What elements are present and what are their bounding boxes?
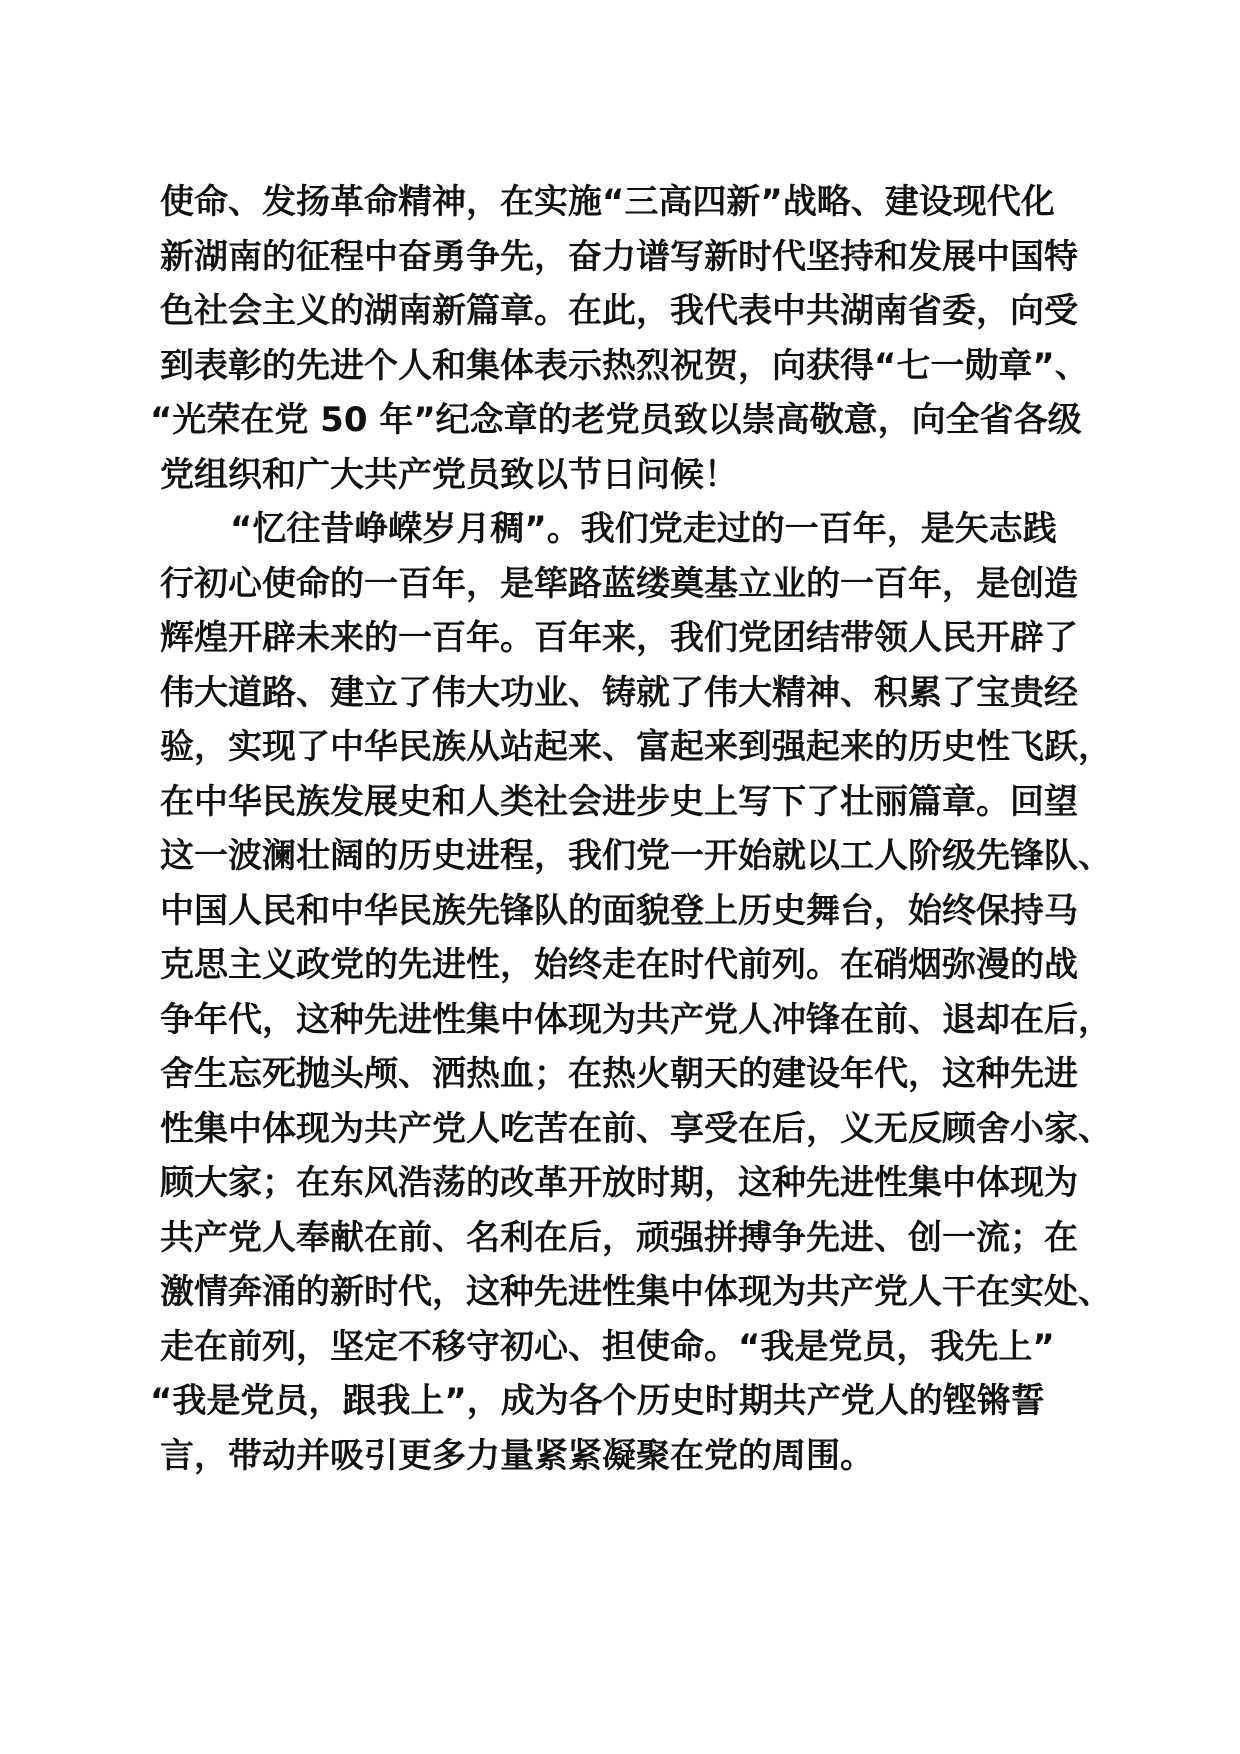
text-line: 克思主义政党的先进性，始终走在时代前列。在硝烟弥漫的战 xyxy=(160,945,1078,985)
text-line: 验，实现了中华民族从站起来、富起来到强起来的历史性飞跃， xyxy=(160,727,1112,767)
text-line: 舍生忘死抛头颅、洒热血；在热火朝天的建设年代，这种先进 xyxy=(160,1054,1078,1094)
text-line: “光荣在党 50 年”纪念章的老党员致以崇高敬意，向全省各级 xyxy=(150,400,1082,440)
text-line: 性集中体现为共产党人吃苦在前、享受在后，义无反顾舍小家、 xyxy=(160,1108,1112,1149)
text-line: 党组织和广大共产党员致以节日问候！ xyxy=(160,454,738,495)
text-line: 激情奔涌的新时代，这种先进性集中体现为共产党人干在实处、 xyxy=(160,1272,1112,1312)
text-line: 行初心使命的一百年，是筚路蓝缕奠基立业的一百年，是创造 xyxy=(160,563,1078,604)
text-line: 走在前列，坚定不移守初心、担使命。“我是党员，我先上” xyxy=(160,1326,1055,1367)
text-line: 在中华民族发展史和人类社会进步史上写下了壮丽篇章。回望 xyxy=(160,781,1078,822)
body-text xyxy=(150,175,1112,1483)
text-line: 中国人民和中华民族先锋队的面貌登上历史舞台，始终保持马 xyxy=(160,890,1078,931)
paragraph-start-line: “忆往昔峥嵘岁月稠”。我们党走过的一百年，是矢志践 xyxy=(230,509,1057,549)
text-line: 争年代，这种先进性集中体现为共产党人冲锋在前、退却在后， xyxy=(160,999,1112,1040)
text-line: 这一波澜壮阔的历史进程，我们党一开始就以工人阶级先锋队、 xyxy=(160,836,1112,876)
text-line: 辉煌开辟未来的一百年。百年来，我们党团结带领人民开辟了 xyxy=(160,618,1078,658)
text-line: 言，带动并吸引更多力量紧紧凝聚在党的周围。 xyxy=(160,1435,874,1476)
text-line: 使命、发扬革命精神，在实施“三高四新”战略、建设现代化 xyxy=(160,182,1055,222)
text-line: 色社会主义的湖南新篇章。在此，我代表中共湖南省委，向受 xyxy=(160,291,1078,331)
text-line: 到表彰的先进个人和集体表示热烈祝贺，向获得“七一勋章”、 xyxy=(160,345,1089,386)
text-line: 伟大道路、建立了伟大功业、铸就了伟大精神、积累了宝贵经 xyxy=(160,672,1078,713)
text-line: 共产党人奉献在前、名利在后，顽强拼搏争先进、创一流；在 xyxy=(160,1217,1078,1258)
text-line: “我是党员，跟我上”，成为各个历史时期共产党人的铿锵誓 xyxy=(150,1381,1045,1421)
text-line: 顾大家；在东风浩荡的改革开放时期，这种先进性集中体现为 xyxy=(160,1163,1078,1203)
text-line: 新湖南的征程中奋勇争先，奋力谱写新时代坚持和发展中国特 xyxy=(160,236,1078,277)
